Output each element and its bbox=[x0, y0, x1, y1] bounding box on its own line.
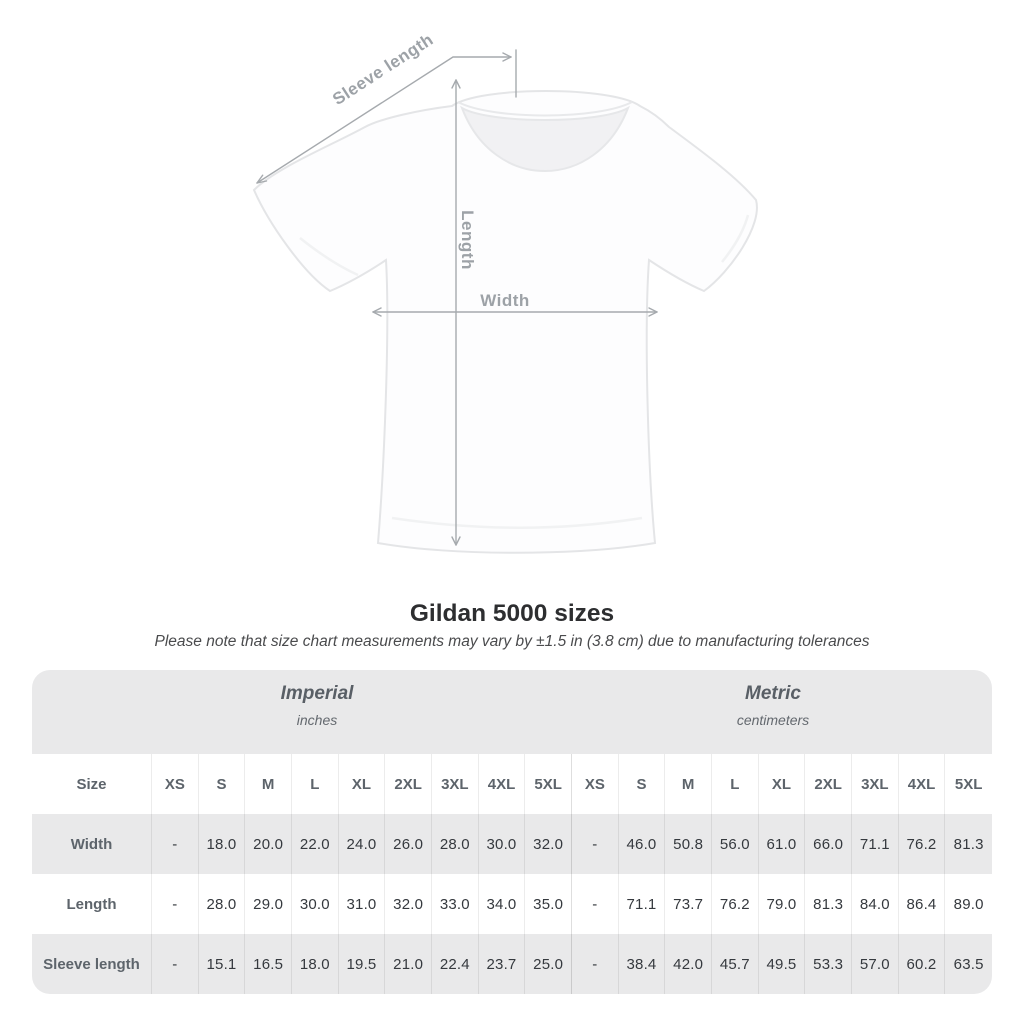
col-header: 4XL bbox=[899, 754, 946, 814]
cell: 28.0 bbox=[432, 814, 479, 874]
tolerance-note: Please note that size chart measurements may vary by ±1.5 in (3.8 cm) due to manufacturing tolerances bbox=[154, 633, 870, 650]
col-header: XS bbox=[572, 754, 619, 814]
cell: 25.0 bbox=[525, 934, 572, 994]
cell: 49.5 bbox=[759, 934, 806, 994]
col-header: 2XL bbox=[805, 754, 852, 814]
cell: 81.3 bbox=[805, 874, 852, 934]
cell: - bbox=[572, 934, 619, 994]
tshirt-graphic bbox=[254, 91, 757, 553]
cell: 57.0 bbox=[852, 934, 899, 994]
col-header: XS bbox=[152, 754, 199, 814]
cell: 24.0 bbox=[339, 814, 386, 874]
metric-title: Metric bbox=[745, 683, 801, 704]
col-header: 2XL bbox=[385, 754, 432, 814]
cell: 76.2 bbox=[712, 874, 759, 934]
cell: 32.0 bbox=[385, 874, 432, 934]
cell: - bbox=[152, 874, 199, 934]
cell: 45.7 bbox=[712, 934, 759, 994]
table-header-row bbox=[32, 754, 992, 814]
cell: - bbox=[152, 814, 199, 874]
cell: 18.0 bbox=[292, 934, 339, 994]
cell: 50.8 bbox=[665, 814, 712, 874]
cell: 21.0 bbox=[385, 934, 432, 994]
imperial-unit: inches bbox=[296, 712, 338, 728]
cell: 53.3 bbox=[805, 934, 852, 994]
cell: 23.7 bbox=[479, 934, 526, 994]
cell: 32.0 bbox=[525, 814, 572, 874]
metric-header bbox=[737, 683, 809, 728]
cell: - bbox=[572, 874, 619, 934]
cell: 16.5 bbox=[245, 934, 292, 994]
cell: 76.2 bbox=[899, 814, 946, 874]
length-label: Length bbox=[458, 210, 477, 270]
cell: 63.5 bbox=[953, 955, 984, 973]
imperial-header bbox=[281, 683, 354, 728]
col-header: M bbox=[245, 754, 292, 814]
cell: 73.7 bbox=[665, 874, 712, 934]
table-row-width bbox=[32, 814, 992, 874]
col-header: 3XL bbox=[852, 754, 899, 814]
cell: 31.0 bbox=[339, 874, 386, 934]
cell: 30.0 bbox=[479, 814, 526, 874]
col-header: XL bbox=[339, 754, 386, 814]
cell: 71.1 bbox=[852, 814, 899, 874]
imperial-title: Imperial bbox=[280, 683, 354, 704]
cell: 61.0 bbox=[759, 814, 806, 874]
cell: 71.1 bbox=[619, 874, 666, 934]
cell: 26.0 bbox=[385, 814, 432, 874]
width-label: Width bbox=[480, 291, 530, 310]
table-row-sleeve-length bbox=[32, 934, 992, 994]
cell: 33.0 bbox=[432, 874, 479, 934]
unit-system-header bbox=[32, 670, 992, 754]
row-label: Width bbox=[32, 814, 152, 874]
table-row-length bbox=[32, 874, 992, 934]
cell: 30.0 bbox=[292, 874, 339, 934]
cell: - bbox=[152, 934, 199, 994]
sleeve-length-label: Sleeve length bbox=[329, 29, 437, 109]
col-header: 4XL bbox=[479, 754, 526, 814]
col-header: M bbox=[665, 754, 712, 814]
cell: 56.0 bbox=[712, 814, 759, 874]
metric-unit: centimeters bbox=[736, 712, 810, 728]
cell: 81.3 bbox=[953, 835, 984, 853]
cell: - bbox=[572, 814, 619, 874]
cell: 38.4 bbox=[619, 934, 666, 994]
col-header: 3XL bbox=[432, 754, 479, 814]
cell: 86.4 bbox=[899, 874, 946, 934]
size-column-header: Size bbox=[32, 754, 152, 814]
col-header: L bbox=[712, 754, 759, 814]
col-header: 5XL bbox=[525, 754, 572, 814]
cell: 60.2 bbox=[899, 934, 946, 994]
cell: 29.0 bbox=[245, 874, 292, 934]
cell: 79.0 bbox=[759, 874, 806, 934]
row-label: Length bbox=[32, 874, 152, 934]
cell: 34.0 bbox=[479, 874, 526, 934]
cell: 19.5 bbox=[339, 934, 386, 994]
page-title: Gildan 5000 sizes bbox=[409, 600, 615, 627]
row-label: Sleeve length bbox=[32, 934, 152, 994]
cell: 66.0 bbox=[805, 814, 852, 874]
cell: 84.0 bbox=[852, 874, 899, 934]
col-header: 5XL bbox=[954, 775, 983, 793]
cell: 46.0 bbox=[619, 814, 666, 874]
cell: 22.0 bbox=[292, 814, 339, 874]
cell: 20.0 bbox=[245, 814, 292, 874]
cell: 42.0 bbox=[665, 934, 712, 994]
cell: 35.0 bbox=[525, 874, 572, 934]
cell: 28.0 bbox=[199, 874, 246, 934]
cell: 15.1 bbox=[199, 934, 246, 994]
cell: 22.4 bbox=[432, 934, 479, 994]
col-header: L bbox=[292, 754, 339, 814]
col-header: XL bbox=[759, 754, 806, 814]
cell: 18.0 bbox=[199, 814, 246, 874]
col-header: S bbox=[199, 754, 246, 814]
cell: 89.0 bbox=[953, 895, 984, 913]
size-table bbox=[32, 670, 992, 994]
col-header: S bbox=[619, 754, 666, 814]
